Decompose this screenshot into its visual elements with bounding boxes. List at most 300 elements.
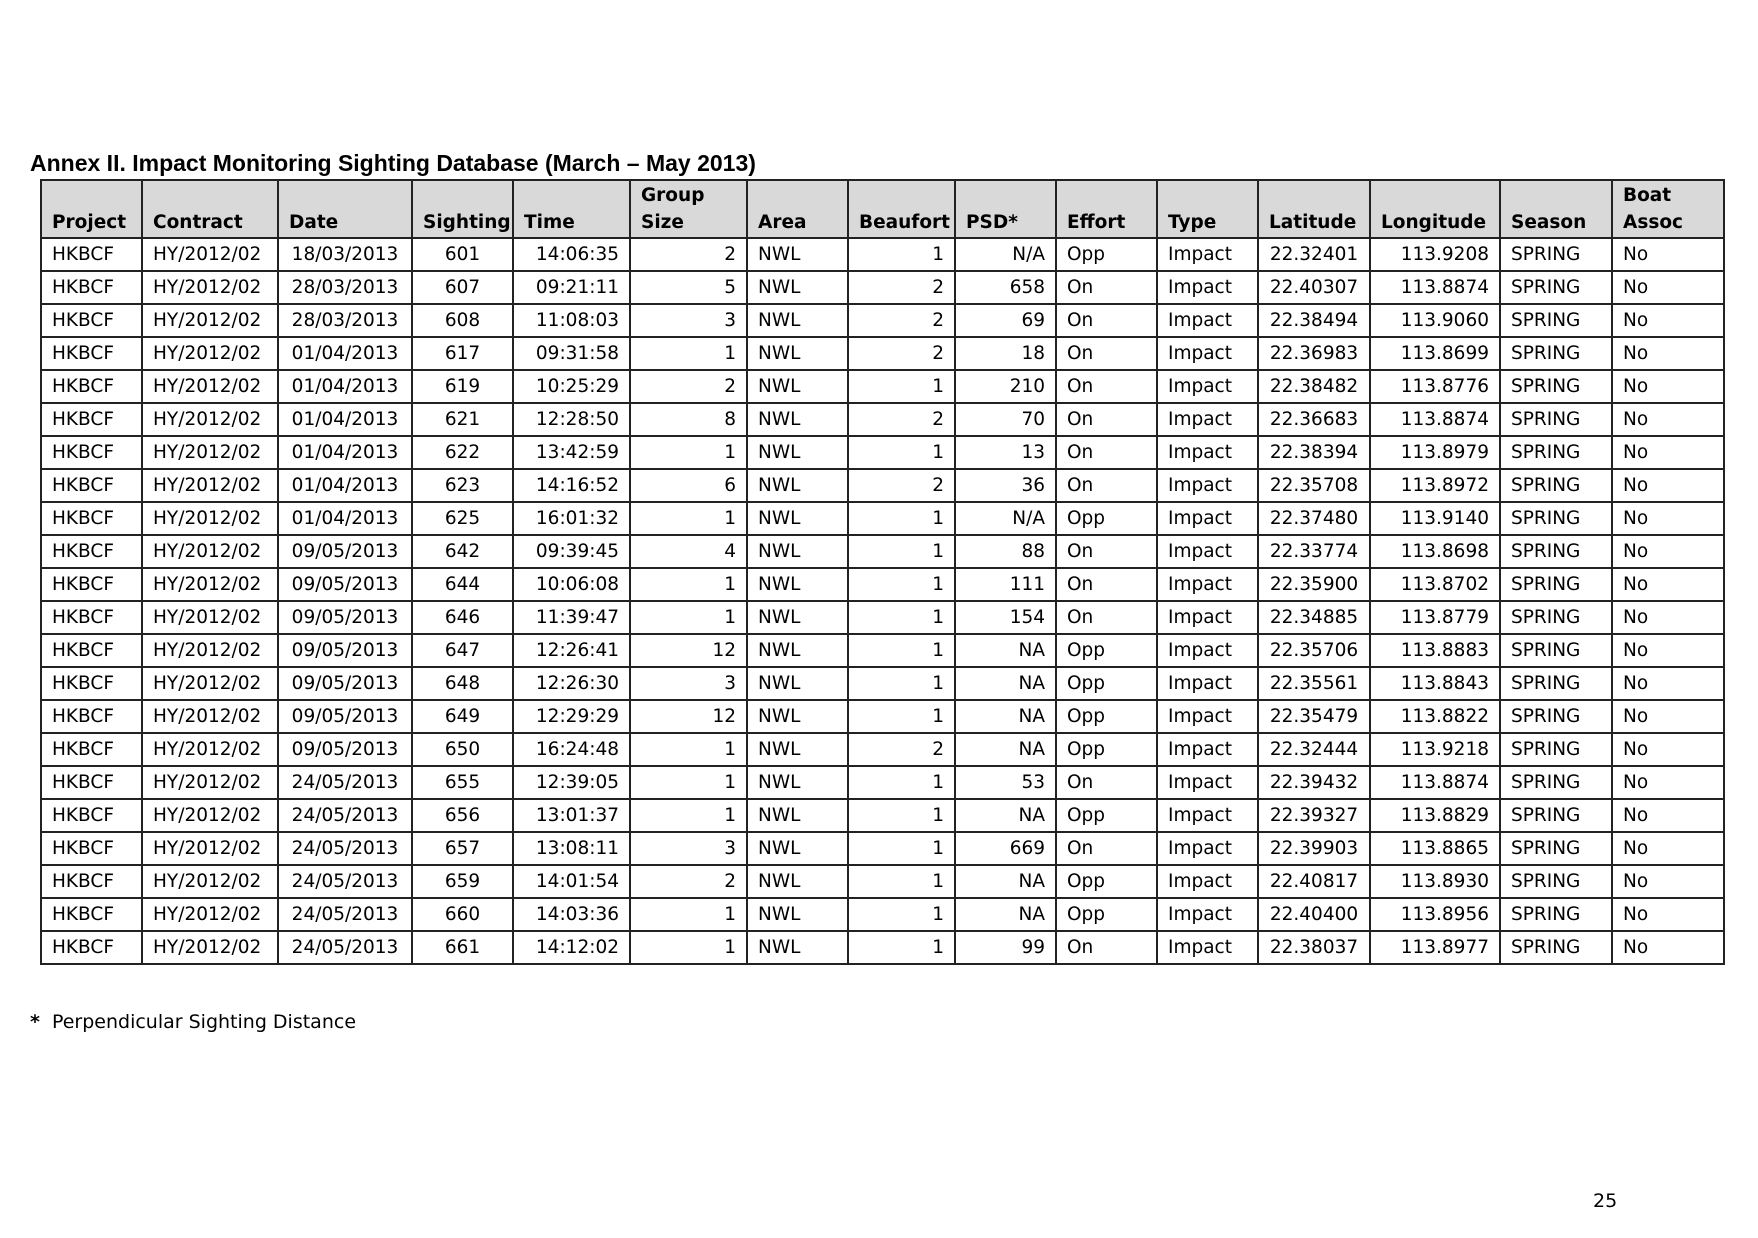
- cell-season: SPRING: [1500, 634, 1612, 667]
- cell-date: 09/05/2013: [278, 634, 412, 667]
- cell-sighting: 621: [412, 403, 513, 436]
- cell-beaufort: 1: [848, 898, 955, 931]
- cell-area: NWL: [747, 337, 848, 370]
- cell-group-size: 1: [630, 931, 747, 964]
- cell-date: 28/03/2013: [278, 304, 412, 337]
- cell-season: SPRING: [1500, 832, 1612, 865]
- page-title: Annex II. Impact Monitoring Sighting Database (March – May 2013): [30, 150, 756, 176]
- cell-area: NWL: [747, 502, 848, 535]
- column-header-longitude: Longitude: [1370, 180, 1500, 238]
- cell-latitude: 22.37480: [1258, 502, 1370, 535]
- cell-time: 12:39:05: [513, 766, 630, 799]
- cell-longitude: 113.8699: [1370, 337, 1500, 370]
- table-row: [41, 403, 1724, 436]
- cell-project: HKBCF: [41, 898, 142, 931]
- cell-time: 16:01:32: [513, 502, 630, 535]
- cell-contract: HY/2012/02: [142, 271, 278, 304]
- cell-area: NWL: [747, 238, 848, 271]
- cell-boat-assoc: No: [1612, 337, 1724, 370]
- cell-beaufort: 1: [848, 634, 955, 667]
- column-header-season: Season: [1500, 180, 1612, 238]
- table-body: [41, 238, 1724, 964]
- cell-project: HKBCF: [41, 535, 142, 568]
- cell-boat-assoc: No: [1612, 832, 1724, 865]
- column-header-sighting: Sighting: [412, 180, 513, 238]
- cell-date: 24/05/2013: [278, 865, 412, 898]
- cell-effort: On: [1056, 832, 1157, 865]
- cell-project: HKBCF: [41, 502, 142, 535]
- cell-longitude: 113.8874: [1370, 403, 1500, 436]
- cell-time: 12:26:30: [513, 667, 630, 700]
- cell-group-size: 2: [630, 865, 747, 898]
- cell-type: Impact: [1157, 700, 1258, 733]
- cell-boat-assoc: No: [1612, 865, 1724, 898]
- cell-longitude: 113.8977: [1370, 931, 1500, 964]
- cell-type: Impact: [1157, 931, 1258, 964]
- cell-type: Impact: [1157, 766, 1258, 799]
- cell-psd: 53: [955, 766, 1056, 799]
- table-row: [41, 568, 1724, 601]
- cell-type: Impact: [1157, 403, 1258, 436]
- cell-project: HKBCF: [41, 667, 142, 700]
- cell-beaufort: 2: [848, 304, 955, 337]
- cell-sighting: 655: [412, 766, 513, 799]
- table-row: [41, 502, 1724, 535]
- cell-type: Impact: [1157, 733, 1258, 766]
- cell-season: SPRING: [1500, 733, 1612, 766]
- cell-contract: HY/2012/02: [142, 601, 278, 634]
- cell-beaufort: 1: [848, 667, 955, 700]
- column-header-effort: Effort: [1056, 180, 1157, 238]
- cell-psd: NA: [955, 634, 1056, 667]
- column-header-group-size: Group Size: [630, 180, 747, 238]
- cell-boat-assoc: No: [1612, 469, 1724, 502]
- cell-type: Impact: [1157, 502, 1258, 535]
- cell-longitude: 113.8874: [1370, 766, 1500, 799]
- cell-group-size: 1: [630, 898, 747, 931]
- cell-boat-assoc: No: [1612, 898, 1724, 931]
- cell-beaufort: 1: [848, 799, 955, 832]
- cell-contract: HY/2012/02: [142, 634, 278, 667]
- cell-latitude: 22.35479: [1258, 700, 1370, 733]
- cell-beaufort: 1: [848, 601, 955, 634]
- cell-season: SPRING: [1500, 271, 1612, 304]
- cell-effort: Opp: [1056, 238, 1157, 271]
- cell-project: HKBCF: [41, 700, 142, 733]
- cell-boat-assoc: No: [1612, 271, 1724, 304]
- cell-contract: HY/2012/02: [142, 700, 278, 733]
- cell-boat-assoc: No: [1612, 799, 1724, 832]
- cell-effort: On: [1056, 931, 1157, 964]
- column-header-psd: PSD*: [955, 180, 1056, 238]
- cell-effort: On: [1056, 535, 1157, 568]
- cell-season: SPRING: [1500, 865, 1612, 898]
- cell-contract: HY/2012/02: [142, 436, 278, 469]
- cell-group-size: 2: [630, 238, 747, 271]
- cell-boat-assoc: No: [1612, 535, 1724, 568]
- cell-time: 09:31:58: [513, 337, 630, 370]
- cell-time: 16:24:48: [513, 733, 630, 766]
- table-header-row: [41, 180, 1724, 238]
- cell-sighting: 646: [412, 601, 513, 634]
- cell-date: 09/05/2013: [278, 535, 412, 568]
- cell-psd: N/A: [955, 502, 1056, 535]
- cell-date: 01/04/2013: [278, 337, 412, 370]
- cell-beaufort: 1: [848, 700, 955, 733]
- cell-psd: 154: [955, 601, 1056, 634]
- cell-effort: Opp: [1056, 865, 1157, 898]
- cell-psd: 70: [955, 403, 1056, 436]
- cell-contract: HY/2012/02: [142, 469, 278, 502]
- cell-time: 09:39:45: [513, 535, 630, 568]
- cell-area: NWL: [747, 469, 848, 502]
- cell-type: Impact: [1157, 370, 1258, 403]
- cell-psd: 669: [955, 832, 1056, 865]
- cell-latitude: 22.40400: [1258, 898, 1370, 931]
- cell-time: 12:28:50: [513, 403, 630, 436]
- cell-contract: HY/2012/02: [142, 568, 278, 601]
- cell-group-size: 3: [630, 667, 747, 700]
- cell-longitude: 113.8776: [1370, 370, 1500, 403]
- cell-time: 14:06:35: [513, 238, 630, 271]
- cell-contract: HY/2012/02: [142, 898, 278, 931]
- cell-date: 01/04/2013: [278, 502, 412, 535]
- cell-season: SPRING: [1500, 469, 1612, 502]
- cell-psd: 69: [955, 304, 1056, 337]
- cell-sighting: 625: [412, 502, 513, 535]
- cell-time: 11:39:47: [513, 601, 630, 634]
- cell-project: HKBCF: [41, 403, 142, 436]
- cell-beaufort: 1: [848, 535, 955, 568]
- cell-beaufort: 2: [848, 733, 955, 766]
- table-row: [41, 535, 1724, 568]
- cell-sighting: 608: [412, 304, 513, 337]
- cell-area: NWL: [747, 601, 848, 634]
- cell-date: 09/05/2013: [278, 601, 412, 634]
- cell-latitude: 22.40307: [1258, 271, 1370, 304]
- cell-psd: NA: [955, 799, 1056, 832]
- cell-effort: On: [1056, 436, 1157, 469]
- cell-effort: On: [1056, 403, 1157, 436]
- cell-season: SPRING: [1500, 535, 1612, 568]
- cell-type: Impact: [1157, 271, 1258, 304]
- cell-area: NWL: [747, 403, 848, 436]
- sighting-table: [40, 179, 1725, 965]
- cell-longitude: 113.9140: [1370, 502, 1500, 535]
- cell-sighting: 601: [412, 238, 513, 271]
- cell-season: SPRING: [1500, 370, 1612, 403]
- cell-season: SPRING: [1500, 436, 1612, 469]
- footnote-text: Perpendicular Sighting Distance: [51, 1011, 357, 1033]
- table-row: [41, 304, 1724, 337]
- cell-type: Impact: [1157, 667, 1258, 700]
- table-row: [41, 337, 1724, 370]
- cell-beaufort: 2: [848, 403, 955, 436]
- cell-latitude: 22.33774: [1258, 535, 1370, 568]
- cell-longitude: 113.8822: [1370, 700, 1500, 733]
- cell-date: 24/05/2013: [278, 898, 412, 931]
- cell-boat-assoc: No: [1612, 667, 1724, 700]
- cell-latitude: 22.36683: [1258, 403, 1370, 436]
- cell-latitude: 22.39327: [1258, 799, 1370, 832]
- cell-group-size: 8: [630, 403, 747, 436]
- cell-psd: NA: [955, 865, 1056, 898]
- cell-group-size: 1: [630, 601, 747, 634]
- cell-longitude: 113.8843: [1370, 667, 1500, 700]
- cell-effort: Opp: [1056, 799, 1157, 832]
- cell-beaufort: 2: [848, 271, 955, 304]
- column-header-area: Area: [747, 180, 848, 238]
- cell-sighting: 642: [412, 535, 513, 568]
- cell-effort: Opp: [1056, 700, 1157, 733]
- cell-area: NWL: [747, 931, 848, 964]
- cell-group-size: 1: [630, 436, 747, 469]
- cell-latitude: 22.38394: [1258, 436, 1370, 469]
- cell-type: Impact: [1157, 535, 1258, 568]
- cell-group-size: 12: [630, 634, 747, 667]
- cell-latitude: 22.35708: [1258, 469, 1370, 502]
- cell-sighting: 649: [412, 700, 513, 733]
- cell-latitude: 22.32444: [1258, 733, 1370, 766]
- cell-longitude: 113.9218: [1370, 733, 1500, 766]
- cell-beaufort: 1: [848, 568, 955, 601]
- cell-group-size: 12: [630, 700, 747, 733]
- table-row: [41, 634, 1724, 667]
- cell-project: HKBCF: [41, 865, 142, 898]
- cell-longitude: 113.8972: [1370, 469, 1500, 502]
- cell-date: 01/04/2013: [278, 436, 412, 469]
- cell-date: 09/05/2013: [278, 667, 412, 700]
- cell-contract: HY/2012/02: [142, 403, 278, 436]
- cell-sighting: 607: [412, 271, 513, 304]
- cell-beaufort: 1: [848, 931, 955, 964]
- cell-psd: 99: [955, 931, 1056, 964]
- cell-type: Impact: [1157, 337, 1258, 370]
- cell-longitude: 113.8779: [1370, 601, 1500, 634]
- cell-beaufort: 1: [848, 502, 955, 535]
- cell-psd: N/A: [955, 238, 1056, 271]
- cell-psd: NA: [955, 898, 1056, 931]
- cell-sighting: 661: [412, 931, 513, 964]
- cell-type: Impact: [1157, 469, 1258, 502]
- cell-latitude: 22.38494: [1258, 304, 1370, 337]
- table-row: [41, 766, 1724, 799]
- cell-time: 13:01:37: [513, 799, 630, 832]
- table-row: [41, 370, 1724, 403]
- cell-project: HKBCF: [41, 568, 142, 601]
- cell-beaufort: 2: [848, 469, 955, 502]
- cell-longitude: 113.9208: [1370, 238, 1500, 271]
- cell-psd: 111: [955, 568, 1056, 601]
- cell-effort: Opp: [1056, 502, 1157, 535]
- cell-area: NWL: [747, 898, 848, 931]
- cell-area: NWL: [747, 271, 848, 304]
- cell-date: 01/04/2013: [278, 469, 412, 502]
- cell-latitude: 22.38037: [1258, 931, 1370, 964]
- cell-latitude: 22.36983: [1258, 337, 1370, 370]
- cell-group-size: 3: [630, 304, 747, 337]
- cell-sighting: 623: [412, 469, 513, 502]
- cell-boat-assoc: No: [1612, 502, 1724, 535]
- cell-latitude: 22.38482: [1258, 370, 1370, 403]
- cell-sighting: 622: [412, 436, 513, 469]
- cell-effort: On: [1056, 766, 1157, 799]
- cell-date: 18/03/2013: [278, 238, 412, 271]
- cell-effort: On: [1056, 601, 1157, 634]
- cell-longitude: 113.8698: [1370, 535, 1500, 568]
- cell-project: HKBCF: [41, 469, 142, 502]
- cell-psd: 210: [955, 370, 1056, 403]
- cell-effort: Opp: [1056, 634, 1157, 667]
- cell-sighting: 648: [412, 667, 513, 700]
- cell-project: HKBCF: [41, 337, 142, 370]
- cell-boat-assoc: No: [1612, 931, 1724, 964]
- cell-season: SPRING: [1500, 601, 1612, 634]
- cell-beaufort: 1: [848, 238, 955, 271]
- cell-boat-assoc: No: [1612, 634, 1724, 667]
- cell-latitude: 22.35706: [1258, 634, 1370, 667]
- cell-season: SPRING: [1500, 304, 1612, 337]
- cell-time: 10:06:08: [513, 568, 630, 601]
- cell-contract: HY/2012/02: [142, 535, 278, 568]
- cell-project: HKBCF: [41, 832, 142, 865]
- cell-contract: HY/2012/02: [142, 931, 278, 964]
- cell-project: HKBCF: [41, 634, 142, 667]
- cell-contract: HY/2012/02: [142, 799, 278, 832]
- cell-area: NWL: [747, 667, 848, 700]
- cell-project: HKBCF: [41, 799, 142, 832]
- cell-boat-assoc: No: [1612, 766, 1724, 799]
- cell-contract: HY/2012/02: [142, 667, 278, 700]
- cell-group-size: 1: [630, 799, 747, 832]
- cell-sighting: 619: [412, 370, 513, 403]
- cell-beaufort: 1: [848, 370, 955, 403]
- cell-boat-assoc: No: [1612, 601, 1724, 634]
- cell-project: HKBCF: [41, 436, 142, 469]
- table-row: [41, 238, 1724, 271]
- page-number: 25: [1593, 1190, 1618, 1212]
- cell-time: 14:16:52: [513, 469, 630, 502]
- cell-contract: HY/2012/02: [142, 337, 278, 370]
- cell-type: Impact: [1157, 634, 1258, 667]
- cell-area: NWL: [747, 832, 848, 865]
- cell-time: 13:42:59: [513, 436, 630, 469]
- cell-date: 24/05/2013: [278, 931, 412, 964]
- cell-boat-assoc: No: [1612, 304, 1724, 337]
- cell-season: SPRING: [1500, 337, 1612, 370]
- cell-area: NWL: [747, 634, 848, 667]
- cell-longitude: 113.8829: [1370, 799, 1500, 832]
- cell-time: 14:12:02: [513, 931, 630, 964]
- cell-effort: On: [1056, 370, 1157, 403]
- cell-season: SPRING: [1500, 403, 1612, 436]
- cell-effort: On: [1056, 304, 1157, 337]
- cell-beaufort: 2: [848, 337, 955, 370]
- cell-contract: HY/2012/02: [142, 502, 278, 535]
- cell-effort: Opp: [1056, 898, 1157, 931]
- cell-date: 01/04/2013: [278, 403, 412, 436]
- cell-beaufort: 1: [848, 832, 955, 865]
- cell-area: NWL: [747, 766, 848, 799]
- cell-project: HKBCF: [41, 766, 142, 799]
- cell-season: SPRING: [1500, 766, 1612, 799]
- cell-type: Impact: [1157, 898, 1258, 931]
- cell-area: NWL: [747, 370, 848, 403]
- column-header-project: Project: [41, 180, 142, 238]
- cell-psd: NA: [955, 667, 1056, 700]
- cell-contract: HY/2012/02: [142, 304, 278, 337]
- table-row: [41, 799, 1724, 832]
- cell-date: 09/05/2013: [278, 700, 412, 733]
- footnote: [30, 1011, 356, 1033]
- cell-boat-assoc: No: [1612, 370, 1724, 403]
- table-row: [41, 832, 1724, 865]
- cell-longitude: 113.9060: [1370, 304, 1500, 337]
- table-row: [41, 931, 1724, 964]
- cell-sighting: 617: [412, 337, 513, 370]
- cell-sighting: 644: [412, 568, 513, 601]
- cell-area: NWL: [747, 700, 848, 733]
- cell-latitude: 22.32401: [1258, 238, 1370, 271]
- table-row: [41, 865, 1724, 898]
- cell-time: 11:08:03: [513, 304, 630, 337]
- cell-type: Impact: [1157, 568, 1258, 601]
- cell-longitude: 113.8956: [1370, 898, 1500, 931]
- table-row: [41, 436, 1724, 469]
- cell-longitude: 113.8702: [1370, 568, 1500, 601]
- cell-time: 14:03:36: [513, 898, 630, 931]
- cell-group-size: 5: [630, 271, 747, 304]
- cell-group-size: 2: [630, 370, 747, 403]
- cell-group-size: 3: [630, 832, 747, 865]
- cell-beaufort: 1: [848, 766, 955, 799]
- cell-group-size: 1: [630, 337, 747, 370]
- cell-effort: On: [1056, 337, 1157, 370]
- cell-effort: Opp: [1056, 667, 1157, 700]
- cell-contract: HY/2012/02: [142, 238, 278, 271]
- cell-project: HKBCF: [41, 733, 142, 766]
- cell-type: Impact: [1157, 865, 1258, 898]
- cell-project: HKBCF: [41, 271, 142, 304]
- cell-effort: On: [1056, 568, 1157, 601]
- cell-longitude: 113.8883: [1370, 634, 1500, 667]
- cell-date: 24/05/2013: [278, 766, 412, 799]
- cell-boat-assoc: No: [1612, 568, 1724, 601]
- cell-date: 09/05/2013: [278, 733, 412, 766]
- cell-boat-assoc: No: [1612, 436, 1724, 469]
- column-header-boat-assoc: Boat Assoc: [1612, 180, 1724, 238]
- cell-longitude: 113.8930: [1370, 865, 1500, 898]
- cell-boat-assoc: No: [1612, 700, 1724, 733]
- cell-project: HKBCF: [41, 370, 142, 403]
- cell-effort: On: [1056, 469, 1157, 502]
- cell-date: 28/03/2013: [278, 271, 412, 304]
- cell-contract: HY/2012/02: [142, 766, 278, 799]
- cell-season: SPRING: [1500, 700, 1612, 733]
- column-header-beaufort: Beaufort: [848, 180, 955, 238]
- table-row: [41, 271, 1724, 304]
- column-header-contract: Contract: [142, 180, 278, 238]
- cell-area: NWL: [747, 535, 848, 568]
- cell-beaufort: 1: [848, 865, 955, 898]
- cell-group-size: 1: [630, 502, 747, 535]
- cell-group-size: 6: [630, 469, 747, 502]
- cell-area: NWL: [747, 436, 848, 469]
- cell-time: 12:29:29: [513, 700, 630, 733]
- cell-latitude: 22.39903: [1258, 832, 1370, 865]
- cell-date: 09/05/2013: [278, 568, 412, 601]
- cell-season: SPRING: [1500, 799, 1612, 832]
